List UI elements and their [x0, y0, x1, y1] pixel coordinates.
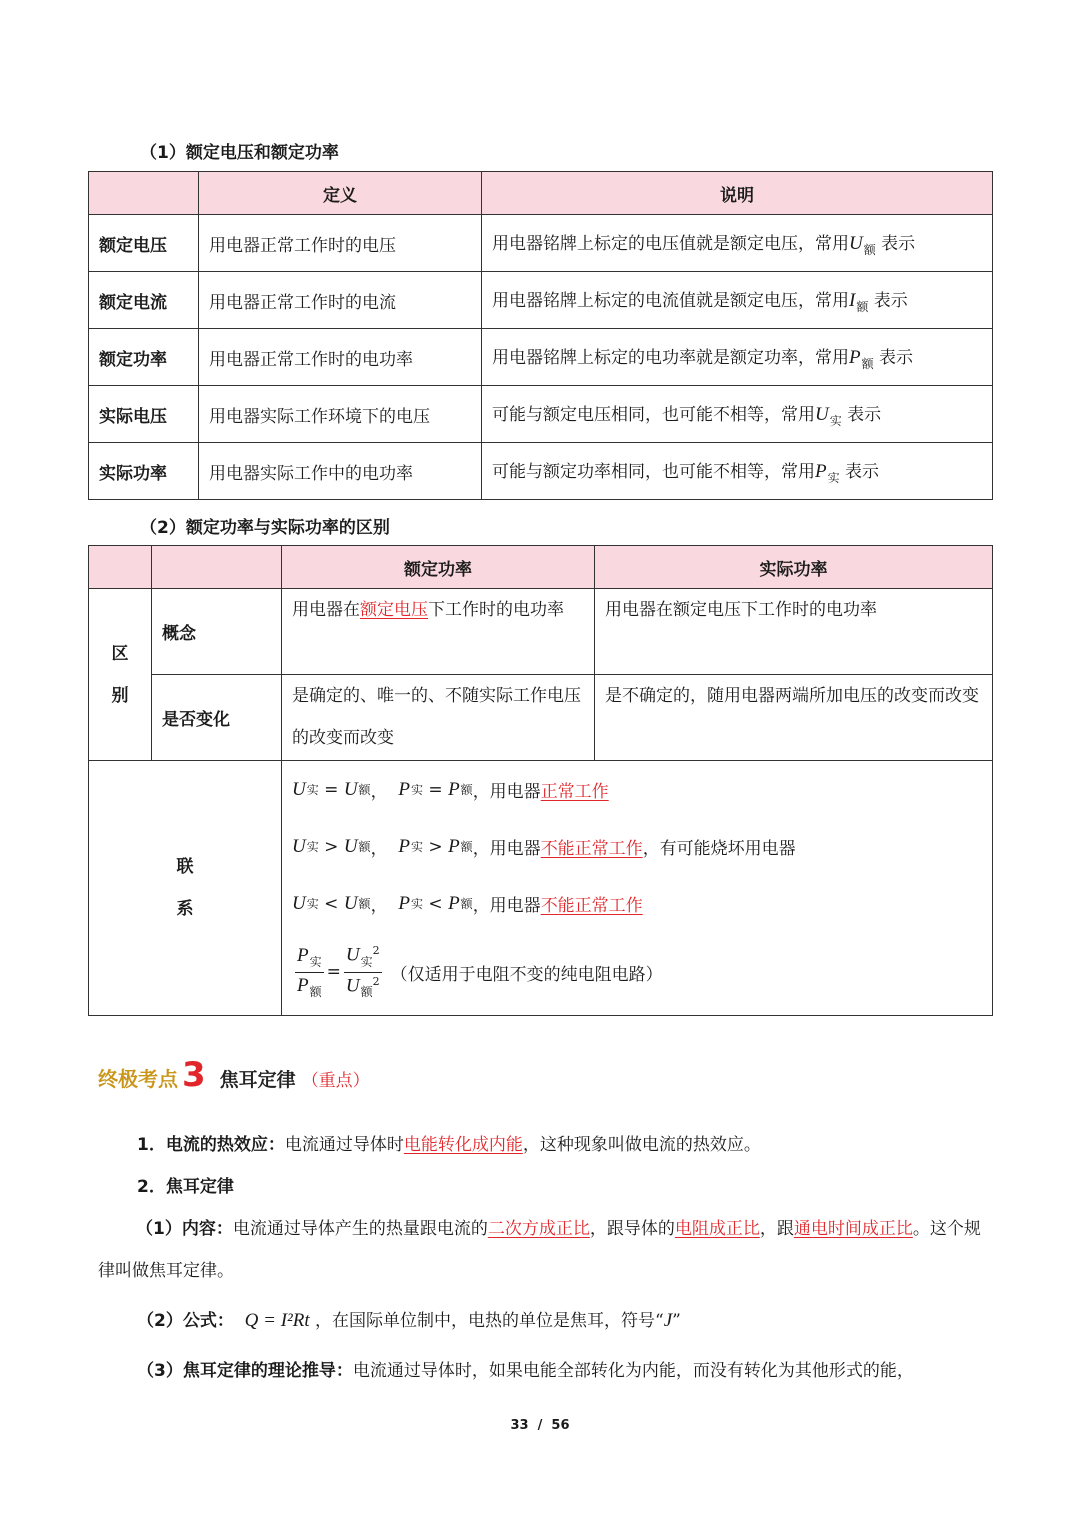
- row-definition: 用电器正常工作时的电压: [199, 215, 482, 272]
- table-row: [89, 215, 993, 272]
- table-header-cell: [152, 546, 282, 589]
- row-description: 可能与额定电压相同，也可能不相等，常用$U_实$ 表示: [482, 386, 993, 443]
- row-description: 用电器铭牌上标定的电功率就是额定功率，常用$P_额$ 表示: [482, 329, 993, 386]
- table-row: [89, 675, 993, 761]
- table-header-cell: 额定功率: [282, 546, 595, 589]
- table-row: [89, 443, 993, 500]
- row-description: 可能与额定功率相同，也可能不相等，常用$P_实$ 表示: [482, 443, 993, 500]
- table-row: [89, 761, 993, 1016]
- power-fraction: $\frac{P_实}{P_额}$: [297, 944, 322, 999]
- paragraph-joule-law-title: 2．焦耳定律: [137, 1177, 234, 1197]
- section2-title: （2）额定功率与实际功率的区别: [140, 518, 390, 538]
- rated-concept-cell: 用电器在额定电压下工作时的电功率: [282, 589, 595, 675]
- table-row: [89, 272, 993, 329]
- relation-less: U 实 < U 额 ， P 实 < P 额 ，用电器 不能正常工作: [292, 892, 643, 916]
- table-row: [89, 386, 993, 443]
- rated-change-cell: 是确定的、唯一的、不随实际工作电压的改变而改变: [282, 675, 595, 761]
- section1-title: （1）额定电压和额定功率: [140, 143, 339, 163]
- row-definition: 用电器实际工作中的电功率: [199, 443, 482, 500]
- section3-heading: [98, 1055, 370, 1095]
- row-label: 实际电压: [89, 386, 199, 443]
- table-header-cell: 定义: [199, 172, 482, 215]
- page-number: 33 / 56: [510, 1418, 570, 1433]
- row-label: 额定功率: [89, 329, 199, 386]
- table-header-cell: [89, 172, 199, 215]
- actual-concept-cell: 用电器在额定电压下工作时的电功率: [595, 589, 993, 675]
- paragraph-formula: （2）公式： Q = I²Rt ，在国际单位制中，电热的单位是焦耳，符号“J”: [137, 1310, 681, 1331]
- row-label: 是否变化: [152, 675, 282, 761]
- section-topic: 焦耳定律: [219, 1069, 296, 1091]
- relation-greater: U 实 > U 额 ， P 实 > P 额 ，用电器 不能正常工作 ，有可能烧坏用电器: [292, 835, 796, 859]
- section-number: 3: [182, 1055, 206, 1095]
- paragraph-heat-effect: 1．电流的热效应：电流通过导体时电能转化成内能，这种现象叫做电流的热效应。: [137, 1135, 761, 1155]
- table-header-cell: [89, 546, 152, 589]
- row-definition: 用电器实际工作环境下的电压: [199, 386, 482, 443]
- row-label: 额定电压: [89, 215, 199, 272]
- row-definition: 用电器正常工作时的电流: [199, 272, 482, 329]
- section-tag: （重点）: [301, 1071, 370, 1091]
- table-header-row: [89, 546, 993, 589]
- table-header-cell: 实际功率: [595, 546, 993, 589]
- row-label: 额定电流: [89, 272, 199, 329]
- joule-formula: Q = I²Rt: [244, 1310, 310, 1331]
- row-description: 用电器铭牌上标定的电压值就是额定电压，常用$U_额$ 表示: [482, 215, 993, 272]
- table-header-row: [89, 172, 993, 215]
- row-definition: 用电器正常工作时的电功率: [199, 329, 482, 386]
- row-label: 实际功率: [89, 443, 199, 500]
- paragraph-derivation: （3）焦耳定律的理论推导：电流通过导体时，如果电能全部转化为内能，而没有转化为其他形式的能，: [137, 1361, 914, 1381]
- row-label: 概念: [152, 589, 282, 675]
- table-row: [89, 589, 993, 675]
- group-label-difference: 区 别: [89, 589, 152, 761]
- relations-cell: [282, 761, 993, 1016]
- relation-ratio: $\frac{P_实}{P_额}$ = $\frac{U_实^2}{U_额^2}$ （仅适用于电阻不变的纯电阻电路）: [297, 943, 663, 1000]
- section-prefix: 终极考点: [98, 1067, 178, 1091]
- rated-values-table: [88, 171, 993, 500]
- voltage-squared-fraction: $\frac{U_实^2}{U_额^2}$: [345, 943, 380, 1000]
- table-row: [89, 329, 993, 386]
- actual-change-cell: 是不确定的，随用电器两端所加电压的改变而改变: [595, 675, 993, 761]
- group-label-relation: 联 系: [89, 761, 282, 1016]
- rated-vs-actual-table: [88, 545, 993, 1016]
- table-header-cell: 说明: [482, 172, 993, 215]
- row-description: 用电器铭牌上标定的电流值就是额定电压，常用$I_额$ 表示: [482, 272, 993, 329]
- paragraph-joule-law-content: （1）内容：电流通过导体产生的热量跟电流的二次方成正比，跟导体的电阻成正比，跟通电时间成正比。这个规律叫做焦耳定律。: [98, 1219, 981, 1281]
- relation-equal: U 实 = U 额 ， P 实 = P 额 ，用电器 正常工作: [292, 778, 609, 802]
